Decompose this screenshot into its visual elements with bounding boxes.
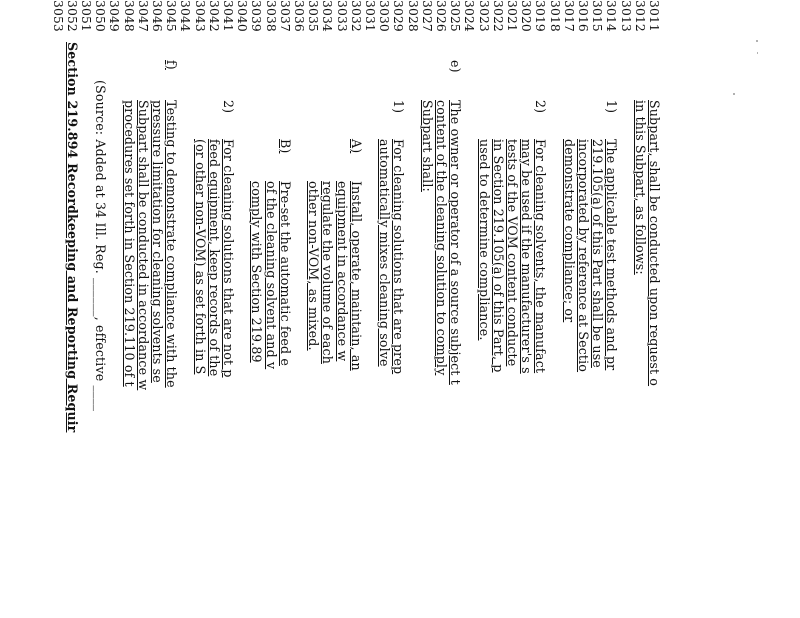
line-number: 3049 [107, 0, 122, 32]
text-line-3021: tests of the VOM content conducte [505, 139, 520, 367]
line-number: 3029 [391, 0, 406, 32]
line-number: 3051 [79, 0, 93, 32]
line-number: 3015 [590, 0, 605, 32]
line-number: 3042 [206, 0, 221, 32]
scan-speck [756, 40, 758, 42]
line-number: 3045 [164, 0, 179, 32]
line-number: 3019 [533, 0, 548, 32]
line-number: 3030 [377, 0, 392, 32]
text-line-3014: The applicable test methods and pr [604, 139, 620, 371]
paragraph-marker-2: 2) [533, 100, 549, 114]
text-line-3022: in Section 219.105(a) of this Part, p [490, 139, 506, 373]
text-line-3037: Pre-set the automatic feed e [277, 181, 293, 366]
paragraph-marker-f: f) [164, 60, 180, 70]
text-line-3030: automatically mixes cleaning solve [377, 139, 393, 367]
line-number: 3041 [221, 0, 235, 32]
scan-speck [733, 93, 735, 95]
text-line-3047: Subpart shall be conducted in accordance w [135, 100, 151, 391]
line-number: 3046 [150, 0, 164, 32]
text-line-3038: of the cleaning solvent and v [263, 181, 279, 370]
line-number: 3038 [263, 0, 278, 32]
text-line-3048: procedures set forth in Section 219.110 of t [121, 100, 137, 387]
paragraph-marker-e2: 2) [221, 100, 236, 114]
paragraph-marker-B: B) [277, 139, 293, 154]
line-number: 3043 [192, 0, 207, 32]
paragraph-marker-e1: 1) [391, 100, 407, 114]
line-number: 3022 [490, 0, 505, 32]
paragraph-marker-1: 1) [604, 100, 620, 114]
text-line-3011: Subpart, shall be conducted upon request o [647, 100, 662, 387]
paragraph-marker-e: e) [448, 60, 464, 73]
line-number: 3025 [448, 0, 463, 32]
line-number: 3026 [434, 0, 448, 32]
line-number: 3028 [405, 0, 420, 32]
text-line-3029: For cleaning solutions that are prep [391, 139, 407, 375]
text-line-3045: Testing to demonstrate compliance with the [164, 100, 180, 388]
line-number: 3017 [561, 0, 576, 32]
text-line-3035: other non-VOM, as mixed. [306, 181, 322, 351]
line-number: 3016 [576, 0, 590, 32]
text-line-3020: may be used if the manufacturer's s [519, 139, 535, 374]
text-line-3019: For cleaning solvents, the manufact [533, 139, 549, 374]
line-number: 3039 [249, 0, 264, 32]
text-line-3043: (or other non-VOM) as set forth in S [192, 139, 208, 375]
line-number: 3023 [476, 0, 491, 32]
line-number: 3013 [618, 0, 633, 32]
text-line-3017: demonstrate compliance; or [561, 139, 577, 323]
line-number: 3034 [320, 0, 335, 32]
line-number: 3044 [178, 0, 193, 32]
line-number: 3040 [235, 0, 250, 32]
line-number: 3027 [419, 0, 434, 32]
line-number: 3035 [306, 0, 321, 32]
text-line-3034: regulate the volume of each [320, 181, 336, 364]
text-line-3027: Subpart shall: [419, 100, 435, 192]
line-number: 3048 [121, 0, 136, 32]
section-heading: Section 219.894 Recordkeeping and Reporting Requir [64, 42, 80, 433]
scan-speck [757, 52, 758, 54]
text-line-3041: For cleaning solutions that are not p [221, 139, 236, 378]
line-number: 3020 [519, 0, 534, 32]
line-number: 3052 [64, 0, 79, 32]
line-number: 3018 [547, 0, 562, 32]
text-line-3039: comply with Section 219.89 [249, 181, 265, 363]
text-line-3033: equipment in accordance w [334, 181, 350, 362]
text-line-3046: pressure limitation for cleaning solvents se [150, 100, 165, 383]
line-number: 3031 [363, 0, 377, 32]
text-line-3015: 219.105(a) of this Part shall be use [590, 139, 606, 368]
text-line-3025: The owner or operator of a source subject t [448, 100, 464, 385]
line-number: 3012 [632, 0, 647, 32]
paragraph-marker-A: A) [348, 139, 364, 154]
line-number: 3033 [334, 0, 349, 32]
text-line-3026: content of the cleaning solution to comply [434, 100, 449, 376]
line-number: 3053 [50, 0, 65, 32]
line-number: 3014 [604, 0, 619, 32]
line-number: 3050 [93, 0, 108, 32]
line-number: 3047 [135, 0, 150, 32]
line-number: 3032 [348, 0, 363, 32]
text-line-3042: feed equipment, keep records of the [206, 139, 222, 377]
text-line-3023: used to determine compliance. [476, 139, 492, 341]
text-line-3012: in this Subpart, as follows: [632, 100, 648, 275]
text-line-3032: Install, operate, maintain, an [348, 181, 364, 371]
line-number: 3037 [277, 0, 292, 32]
line-number: 3036 [292, 0, 306, 32]
line-number: 3011 [647, 0, 661, 32]
source-note: (Source: Added at 34 Ill. Reg. ______, effective ____ [93, 80, 109, 412]
line-number: 3021 [505, 0, 519, 32]
line-number: 3024 [462, 0, 477, 32]
text-line-3016: incorporated by reference at Sectio [576, 139, 591, 373]
